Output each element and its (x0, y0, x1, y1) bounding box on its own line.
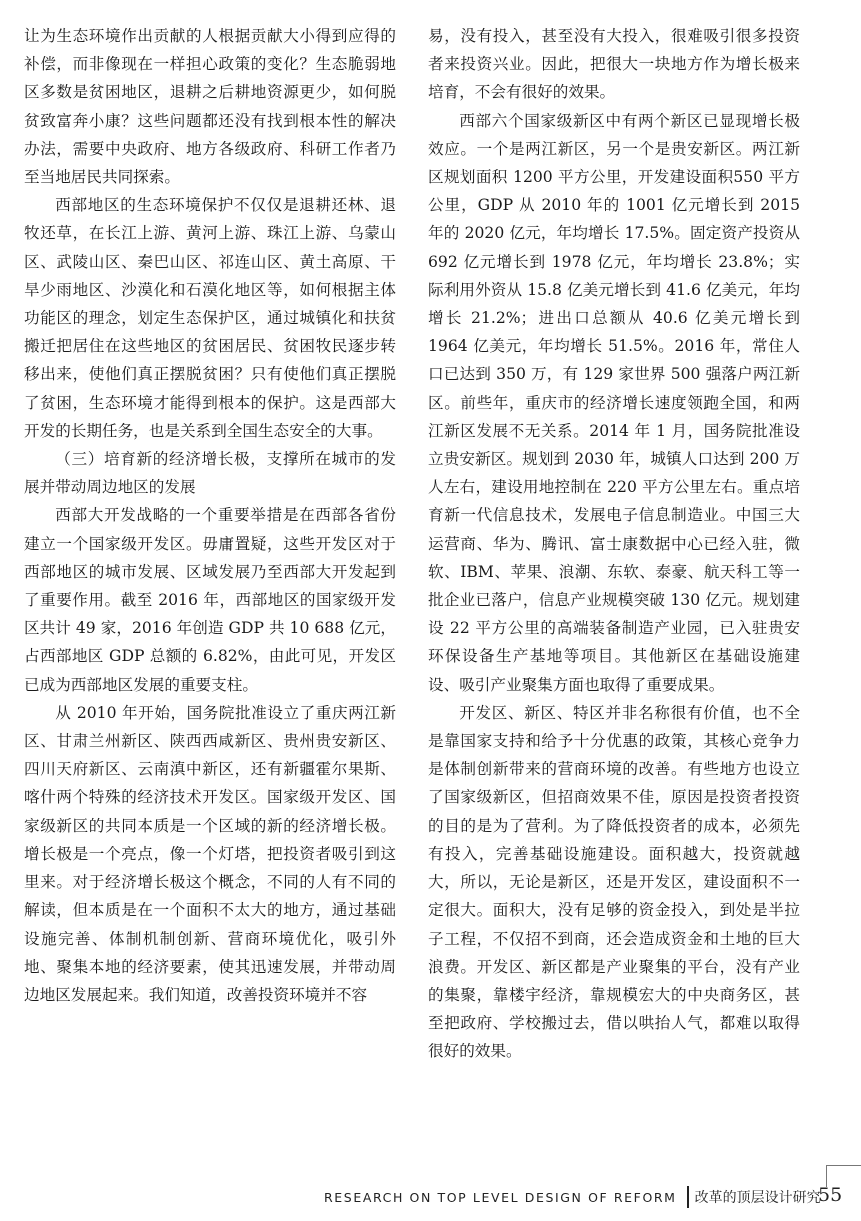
paragraph-ecological-compensation: 让为生态环境作出贡献的人根据贡献大小得到应得的补偿，而非像现在一样担心政策的变化？生态脆弱地区多数是贫困地区，退耕之后耕地资源更少，如何脱贫致富奔小康？这些问题都还没有找到根本性的解决办法，需要中央政府、地方各级政府、科研工作者乃至当地居民共同探索。 (24, 27, 396, 187)
left-column (24, 22, 396, 1009)
paragraph-investment-continuation: 易，没有投入，甚至没有大投入，很难吸引很多投资者来投资兴业。因此，把很大一块地方作为增长极来培育，不会有很好的效果。 (428, 27, 800, 102)
paragraph-liangjiang-guian: 西部六个国家级新区中有两个新区已显现增长极效应。一个是两江新区，另一个是贵安新区。两江新区规划面积 1200 平方公里，开发建设面积550 平方公里，GDP 从 2010 年的 1001 亿元增长到 2015 年的 2020 亿元，年均增长 17.5%。固定资产投资从 692 亿元增长到 1978 亿元，年均增长 23.8%；实际利用外资从 15.8 亿美元增长到 41.6 亿美元，年均增长 21.2%；进出口总额从 40.6 亿美元增长到 1964 亿美元，年均增长 51.5%。2016 年，常住人口已达到 350 万，有 129 家世界 500 强落户两江新区。前些年，重庆市的经济增长速度领跑全国，和两江新区发展不无关系。2014 年 1 月，国务院批准设立贵安新区。规划到 2030 年，城镇人口达到 200 万人左右，建设用地控制在 220 平方公里左右。重点培育新一代信息技术，发展电子信息制造业。中国三大运营商、华为、腾讯、富士康数据中心已经入驻，微软、IBM、苹果、浪潮、东软、泰豪、航天科工等一批企业已落户，信息产业规模突破 130 亿元。规划建设 22 平方公里的高端装备制造产业园，已入驻贵安环保设备生产基地等项目。其他新区在基础设施建设、吸引产业聚集方面也取得了重要成果。 (428, 111, 800, 694)
paragraph-development-zones: 西部大开发战略的一个重要举措是在西部各省份建立一个国家级开发区。毋庸置疑，这些开发区对于西部地区的城市发展、区域发展乃至西部大开发起到了重要作用。截至 2016 年，西部地区的国家级开发区共计 49 家，2016 年创造 GDP 共 10 688 亿元，占西部地区 GDP 总额的 6.82%，由此可见，开发区已成为西部地区发展的重要支柱。 (24, 506, 396, 694)
journal-title-chinese: 改革的顶层设计研究 (694, 1190, 821, 1206)
section-heading-growth-pole: （三）培育新的经济增长极，支撑所在城市的发展并带动周边地区的发展 (24, 450, 396, 497)
running-footer (324, 1184, 821, 1210)
page-number: 55 (818, 1184, 843, 1206)
paragraph-new-areas: 从 2010 年开始，国务院批准设立了重庆两江新区、甘肃兰州新区、陕西西咸新区、贵州贵安新区、四川天府新区、云南滇中新区，还有新疆霍尔果斯、喀什两个特殊的经济技术开发区。国家级开发区、国家级新区的共同本质是一个区域的新的经济增长极。增长极是一个亮点，像一个灯塔，把投资者吸引到这里来。对于经济增长极这个概念，不同的人有不同的解读，但本质是在一个面积不太大的地方，通过基础设施完善、体制机制创新、营商环境优化，吸引外地、聚集本地的经济要素，使其迅速发展，并带动周边地区发展起来。我们知道，改善投资环境并不容 (24, 703, 396, 1004)
paragraph-ecological-protection: 西部地区的生态环境保护不仅仅是退耕还林、退牧还草，在长江上游、黄河上游、珠江上游、乌蒙山区、武陵山区、秦巴山区、祁连山区、黄土高原、干旱少雨地区、沙漠化和石漠化地区等，如何根据主体功能区的理念，划定生态保护区，通过城镇化和扶贫搬迁把居住在这些地区的贫困居民、贫困牧民逐步转移出来，使他们真正摆脱贫困？只有使他们真正摆脱了贫困，生态环境才能得到根本的保护。这是西部大开发的长期任务，也是关系到全国生态安全的大事。 (24, 196, 396, 440)
paragraph-core-competitiveness: 开发区、新区、特区并非名称很有价值，也不全是靠国家支持和给予十分优惠的政策，其核心竞争力是体制创新带来的营商环境的改善。有些地方也设立了国家级新区，但招商效果不佳，原因是投资者投资的目的是为了营利。为了降低投资者的成本，必须先有投入，完善基础设施建设。面积越大，投资就越大，所以，无论是新区，还是开发区，建设面积不一定很大。面积大，没有足够的资金投入，到处是半拉子工程，不仅招不到商，还会造成资金和土地的巨大浪费。开发区、新区都是产业聚集的平台，没有产业的集聚，靠楼宇经济，靠规模宏大的中央商务区，甚至把政府、学校搬过去，借以哄抬人气，都难以取得很好的效果。 (428, 703, 800, 1061)
right-column (428, 22, 800, 1066)
footer-divider (687, 1186, 689, 1208)
corner-mark-horizontal (826, 1165, 861, 1166)
journal-title-english: RESEARCH ON TOP LEVEL DESIGN OF REFORM (324, 1189, 677, 1205)
